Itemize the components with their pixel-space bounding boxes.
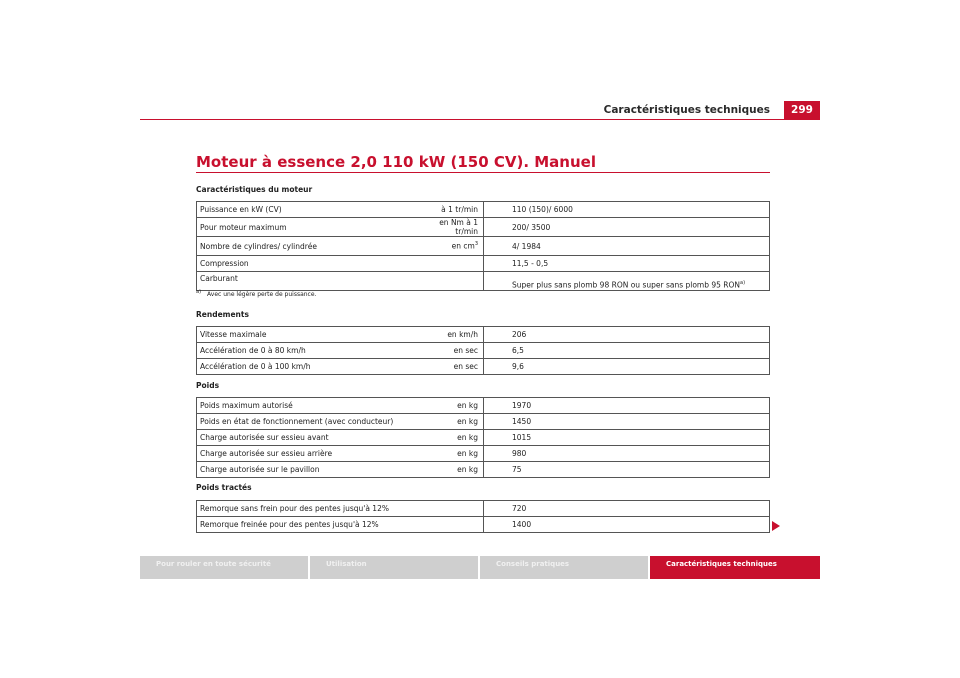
header-rule [140,119,820,120]
footnote-text: Avec une légère perte de puissance. [207,291,317,298]
row-unit: en kg [433,398,484,414]
row-unit: en kg [433,414,484,430]
row-value: 4/ 1984 [484,237,770,256]
row-unit: en kg [433,430,484,446]
table-row [197,343,770,359]
row-unit: en sec [433,359,484,375]
table-row [197,414,770,430]
footer-tab-label: Pour rouler en toute sécurité [156,560,271,568]
row-value: 6,5 [484,343,770,359]
footer-tab-practical-tips[interactable] [480,556,648,579]
footer-tab-label: Caractéristiques techniques [666,560,777,568]
page-number: 299 [784,101,820,119]
footer-tab-label: Conseils pratiques [496,560,570,568]
row-unit: en kg [433,462,484,478]
row-label: Charge autorisée sur essieu arrière [197,446,433,462]
towing-heading: Poids tractés [196,483,252,492]
table-row [197,517,770,533]
row-label: Charge autorisée sur essieu avant [197,430,433,446]
table-row [197,501,770,517]
row-unit: à 1 tr/min [433,202,484,218]
row-value: 1450 [484,414,770,430]
footer-tab-safety[interactable] [140,556,308,579]
table-row [197,256,770,272]
unit-superscript: 3 [474,241,478,248]
row-label: Poids en état de fonctionnement (avec conducteur) [197,414,433,430]
section-title: Moteur à essence 2,0 110 kW (150 CV). Manuel [196,153,596,171]
table-row [197,218,770,237]
performance-heading: Rendements [196,310,249,319]
row-unit: en Nm à 1 tr/min [433,218,484,237]
value-text: Super plus sans plomb 98 RON ou super sans plomb 95 RON [512,280,741,289]
row-value: 200/ 3500 [484,218,770,237]
row-unit: en kg [433,446,484,462]
footer-tab-technical-data[interactable] [650,556,820,579]
weights-heading: Poids [196,381,220,390]
title-rule [196,172,770,173]
row-label: Nombre de cylindres/ cylindrée [197,237,433,256]
table-row [197,272,770,291]
row-value: 980 [484,446,770,462]
row-value: 11,5 - 0,5 [484,256,770,272]
row-unit [433,237,484,256]
row-label: Pour moteur maximum [197,218,433,237]
engine-table [196,201,770,291]
row-unit [433,272,484,291]
footnote [196,289,316,298]
row-value: 75 [484,462,770,478]
table-row [197,430,770,446]
row-value: 1400 [484,517,770,533]
table-row [197,359,770,375]
footnote-mark: a) [196,289,202,295]
towing-table [196,500,770,533]
table-row [197,462,770,478]
table-row [197,237,770,256]
row-label: Compression [197,256,433,272]
row-label: Accélération de 0 à 80 km/h [197,343,433,359]
row-label: Vitesse maximale [197,327,433,343]
table-row [197,398,770,414]
row-value [484,272,770,291]
table-row [197,327,770,343]
unit-text: en cm [451,241,475,251]
row-label: Charge autorisée sur le pavillon [197,462,433,478]
row-value: 720 [484,501,770,517]
next-page-arrow-icon[interactable] [772,521,780,531]
footer-tab-label: Utilisation [326,560,367,568]
row-label: Carburant [197,272,433,291]
weights-table [196,397,770,478]
row-label: Remorque freinée pour des pentes jusqu'à 12% [197,517,484,533]
row-label: Poids maximum autorisé [197,398,433,414]
running-header-title: Caractéristiques techniques [603,104,770,116]
row-unit [433,256,484,272]
row-unit: en sec [433,343,484,359]
row-value: 110 (150)/ 6000 [484,202,770,218]
row-label: Accélération de 0 à 100 km/h [197,359,433,375]
performance-table [196,326,770,375]
row-value: 9,6 [484,359,770,375]
row-label: Puissance en kW (CV) [197,202,433,218]
row-value: 206 [484,327,770,343]
row-value: 1015 [484,430,770,446]
table-row [197,202,770,218]
footnote-reference: a) [740,279,746,286]
row-unit: en km/h [433,327,484,343]
row-value: 1970 [484,398,770,414]
row-label: Remorque sans frein pour des pentes jusqu'à 12% [197,501,484,517]
table-row [197,446,770,462]
footer-tab-operation[interactable] [310,556,478,579]
engine-heading: Caractéristiques du moteur [196,185,313,194]
